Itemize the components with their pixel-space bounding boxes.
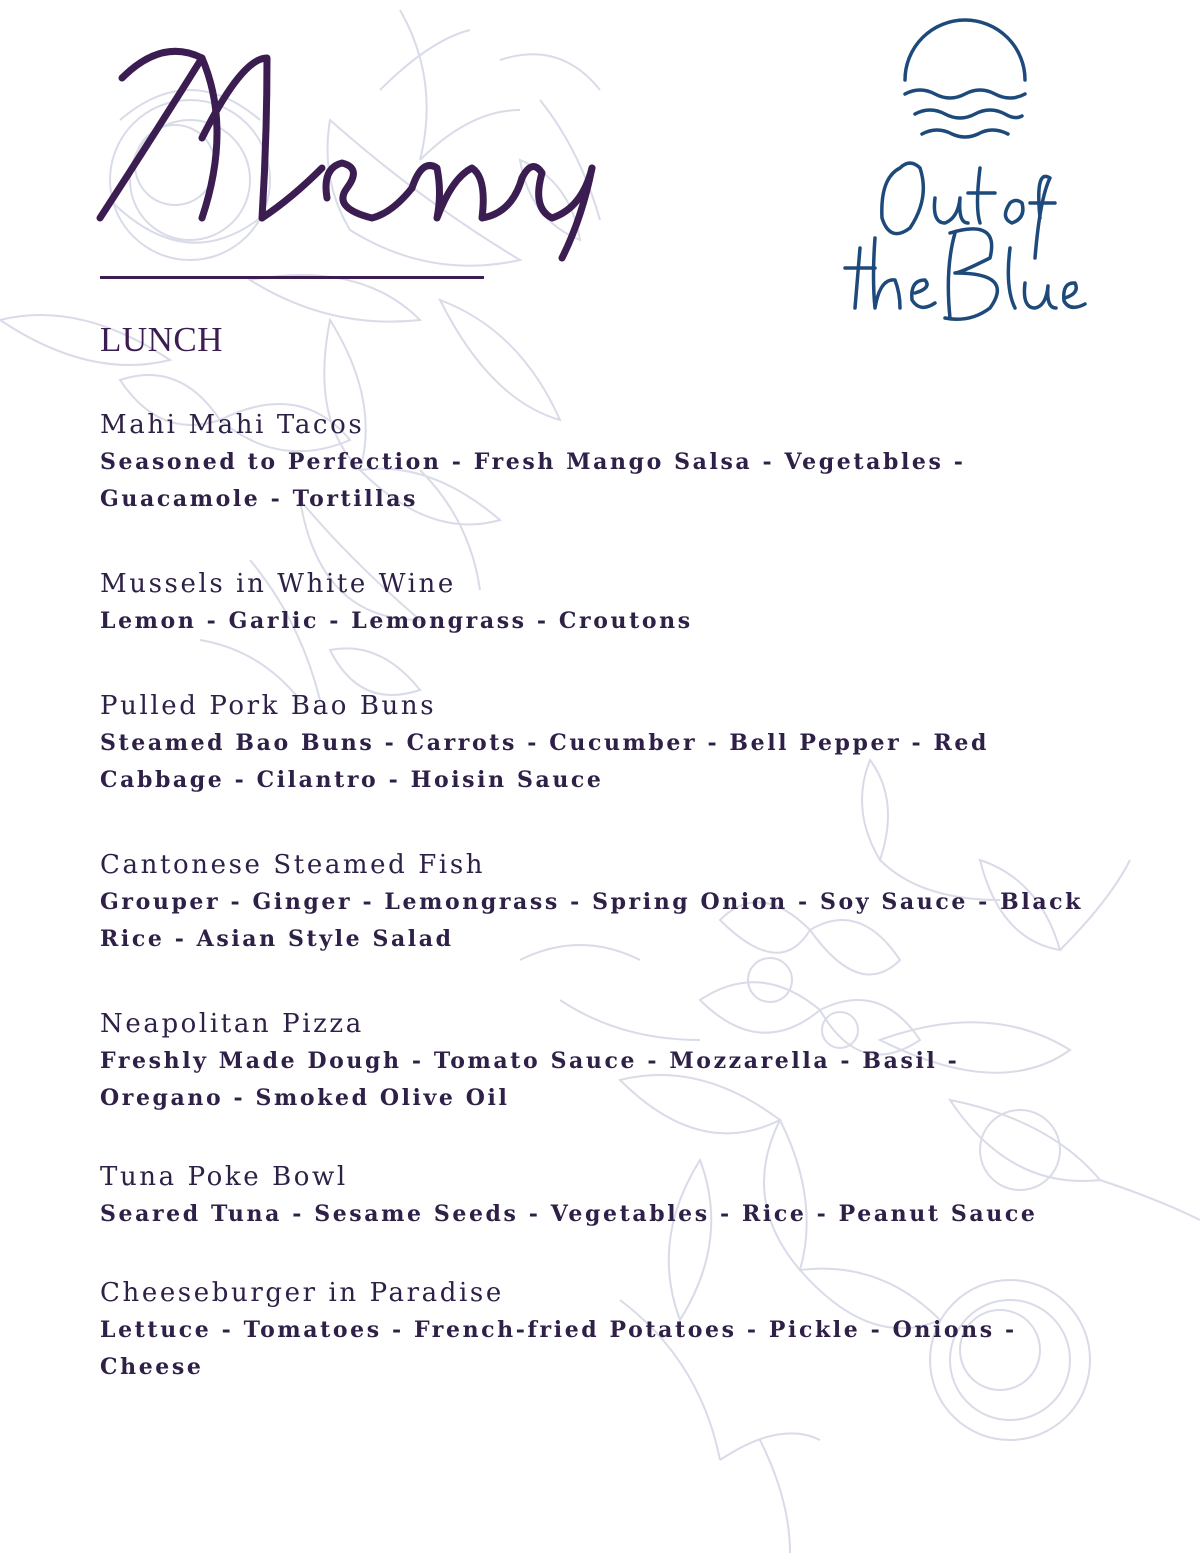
menu-item [100,846,1100,958]
section-heading-lunch: LUNCH [100,320,224,359]
menu-item-description: Seared Tuna - Sesame Seeds - Vegetables - Rice - Peanut Sauce [100,1201,1038,1227]
menu-item-description: Lettuce - Tomatoes - French-fried Potatoes - Pickle - Onions - Cheese [100,1317,1017,1380]
menu-item-name: Pulled Pork Bao Buns [100,691,437,721]
menu-title-script [92,18,612,278]
title-underline [100,276,484,279]
menu-item [100,406,1100,518]
menu-item [100,565,1100,640]
menu-item-description: Seasoned to Perfection - Fresh Mango Salsa - Vegetables - Guacamole - Tortillas [100,449,966,512]
menu-item-description: Lemon - Garlic - Lemongrass - Croutons [100,608,693,634]
menu-item [100,1274,1100,1386]
menu-item [100,687,1100,799]
menu-item-description: Freshly Made Dough - Tomato Sauce - Mozzarella - Basil - Oregano - Smoked Olive Oil [100,1048,960,1111]
menu-item-name: Mahi Mahi Tacos [100,410,365,440]
menu-item [100,1005,1100,1117]
menu-item-description: Steamed Bao Buns - Carrots - Cucumber - Bell Pepper - Red Cabbage - Cilantro - Hoisin Sauce [100,730,990,793]
menu-item-name: Cantonese Steamed Fish [100,850,486,880]
menu-item-name: Neapolitan Pizza [100,1009,364,1039]
menu-item-name: Tuna Poke Bowl [100,1162,348,1192]
menu-item [100,1158,1100,1233]
menu-item-description: Grouper - Ginger - Lemongrass - Spring Onion - Soy Sauce - Black Rice - Asian Style Salad [100,889,1084,952]
menu-item-name: Cheeseburger in Paradise [100,1278,504,1308]
menu-item-name: Mussels in White Wine [100,569,456,599]
out-of-the-blue-logo [840,18,1090,338]
